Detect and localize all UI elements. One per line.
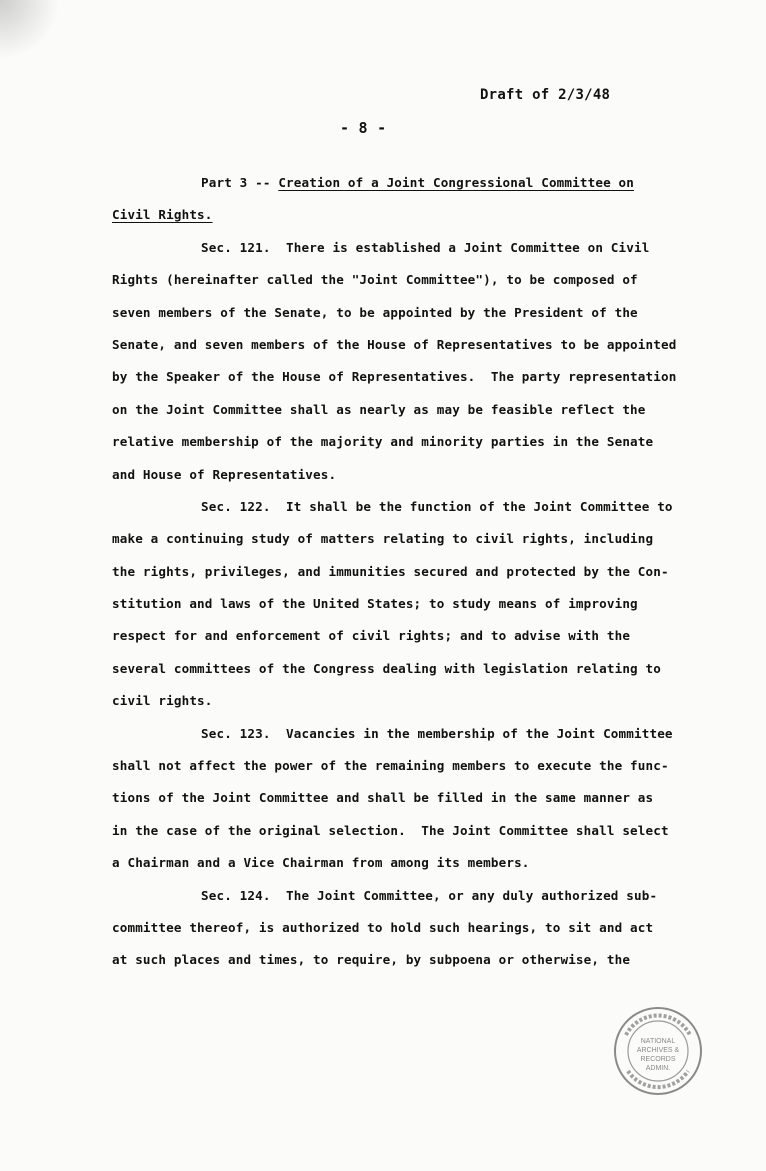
text-line: Sec. 124. The Joint Committee, or any duly authorized sub-: [201, 887, 658, 903]
text-line: and House of Representatives.: [112, 466, 337, 482]
text-line: on the Joint Committee shall as nearly as may be feasible reflect the: [112, 401, 646, 417]
text-line: in the case of the original selection. The Joint Committee shall select: [112, 822, 669, 838]
text-line: at such places and times, to require, by subpoena or otherwise, the: [112, 952, 631, 968]
text-line: shall not affect the power of the remaining members to execute the func-: [112, 758, 669, 774]
part-title-line2: Civil Rights.: [112, 207, 213, 223]
section-123: [112, 718, 712, 880]
section-122: [112, 491, 712, 718]
text-line: a Chairman and a Vice Chairman from among its members.: [112, 855, 530, 871]
text-line: Sec. 123. Vacancies in the membership of the Joint Committee: [201, 725, 673, 741]
text-line: several committees of the Congress dealing with legislation relating to: [112, 660, 661, 676]
text-line: stitution and laws of the United States; to study means of improving: [112, 596, 638, 612]
text-line: Senate, and seven members of the House of Representatives to be appointed: [112, 336, 677, 352]
part-title-line1: Creation of a Joint Congressional Committee on: [278, 175, 635, 190]
part-heading-continued: [112, 199, 712, 231]
section-124: [112, 880, 712, 977]
text-line: civil rights.: [112, 693, 213, 709]
part-heading: [112, 167, 712, 199]
text-line: make a continuing study of matters relating to civil rights, including: [112, 531, 654, 547]
text-line: respect for and enforcement of civil rights; and to advise with the: [112, 628, 631, 644]
part-label: Part 3 --: [201, 175, 271, 190]
scan-corner-shadow: [0, 0, 60, 60]
text-line: relative membership of the majority and minority parties in the Senate: [112, 434, 654, 450]
page-number: - 8 -: [340, 119, 387, 137]
svg-text:ADMIN.: ADMIN.: [645, 1065, 671, 1072]
text-line: committee thereof, is authorized to hold such hearings, to sit and act: [112, 919, 654, 935]
section-121: [112, 232, 712, 491]
svg-text:ARCHIVES &: ARCHIVES &: [636, 1047, 680, 1054]
archives-seal-icon: [612, 1005, 704, 1097]
text-line: seven members of the Senate, to be appointed by the President of the: [112, 304, 638, 320]
svg-text:RECORDS: RECORDS: [640, 1056, 676, 1063]
text-line: Sec. 121. There is established a Joint Committee on Civil: [201, 239, 650, 255]
text-line: the rights, privileges, and immunities secured and protected by the Con-: [112, 563, 669, 579]
text-line: Rights (hereinafter called the "Joint Committee"), to be composed of: [112, 272, 638, 288]
text-line: by the Speaker of the House of Representatives. The party representation: [112, 369, 677, 385]
svg-text:NATIONAL: NATIONAL: [640, 1038, 676, 1045]
draft-date: Draft of 2/3/48: [480, 87, 611, 103]
document-body: [112, 167, 712, 977]
text-line: Sec. 122. It shall be the function of the Joint Committee to: [201, 498, 673, 514]
text-line: tions of the Joint Committee and shall be filled in the same manner as: [112, 790, 654, 806]
